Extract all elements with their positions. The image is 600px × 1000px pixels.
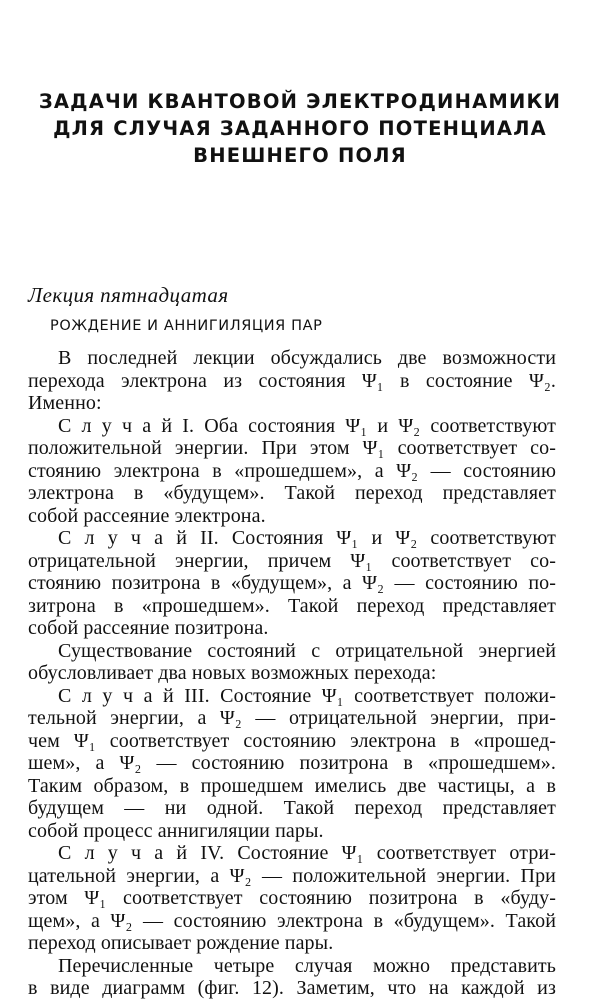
- text-line: зитрона в «прошедшем». Такой переход представляет: [28, 594, 556, 617]
- chapter-title-line-3: ВНЕШНЕГО ПОЛЯ: [193, 144, 407, 167]
- text-line: перехода электрона из состояния Ψ₁ в состояние Ψ₂.: [28, 369, 556, 392]
- text-line: В последней лекции обсуждались две возможности: [58, 347, 556, 369]
- text-line: Перечисленные четыре случая можно представить: [58, 954, 556, 977]
- text-line: обусловливает два новых возможных перехода:: [28, 662, 437, 684]
- section-heading: РОЖДЕНИЕ И АННИГИЛЯЦИЯ ПАР: [50, 318, 323, 334]
- text-line: собой рассеяние электрона.: [28, 504, 266, 527]
- lecture-heading: Лекция пятнадцатая: [28, 283, 229, 307]
- text-line: положительной энергии. При этом Ψ₁ соответствует со-: [28, 437, 556, 459]
- text-line: С л у ч а й I. Оба состояния Ψ₁ и Ψ₂ соответствуют: [58, 414, 556, 437]
- text-line: стоянию электрона в «прошедшем», а Ψ₂ — состоянию: [28, 459, 556, 482]
- text-line: этом Ψ₁ соответствует состоянию позитрона в «буду-: [28, 887, 556, 909]
- text-line: стоянию позитрона в «будущем», а Ψ₂ — состоянию по-: [28, 572, 556, 594]
- text-line: тельной энергии, а Ψ₂ — отрицательной энергии, при-: [28, 707, 556, 729]
- chapter-title-line-1: ЗАДАЧИ КВАНТОВОЙ ЭЛЕКТРОДИНАМИКИ: [38, 90, 562, 113]
- text-line: щем», а Ψ₂ — состоянию электрона в «будущем». Такой: [28, 909, 556, 932]
- text-line: собой рассеяние позитрона.: [28, 617, 269, 639]
- text-line: Таким образом, в прошедшем имелись две частицы, а в: [28, 774, 556, 797]
- text-line: переход описывает рождение пары.: [28, 932, 334, 954]
- text-line: С л у ч а й II. Состояния Ψ₁ и Ψ₂ соответствуют: [58, 527, 556, 549]
- chapter-title-line-2: ДЛЯ СЛУЧАЯ ЗАДАННОГО ПОТЕНЦИАЛА: [53, 117, 547, 140]
- chapter-title: [30, 88, 570, 169]
- text-line: С л у ч а й III. Состояние Ψ₁ соответствует положи-: [58, 684, 556, 707]
- text-line: Существование состояний с отрицательной энергией: [58, 639, 556, 662]
- text-line: будущем — ни одной. Такой переход представляет: [28, 797, 556, 819]
- text-line: Именно:: [28, 392, 102, 414]
- text-line: С л у ч а й IV. Состояние Ψ₁ соответствует отри-: [58, 842, 556, 864]
- text-line: цательной энергии, а Ψ₂ — положительной энергии. При: [28, 864, 556, 887]
- text-line: шем», а Ψ₂ — состоянию позитрона в «прошедшем».: [28, 752, 556, 774]
- text-line: электрона в «будущем». Такой переход представляет: [28, 482, 556, 504]
- text-line: собой процесс аннигиляции пары.: [28, 819, 324, 842]
- text-line: чем Ψ₁ соответствует состоянию электрона в «прошед-: [28, 729, 556, 752]
- body-text: [28, 347, 556, 1000]
- text-line: отрицательной энергии, причем Ψ₁ соответствует со-: [28, 549, 556, 572]
- text-line: в виде диаграмм (фиг. 12). Заметим, что на каждой из: [28, 977, 556, 999]
